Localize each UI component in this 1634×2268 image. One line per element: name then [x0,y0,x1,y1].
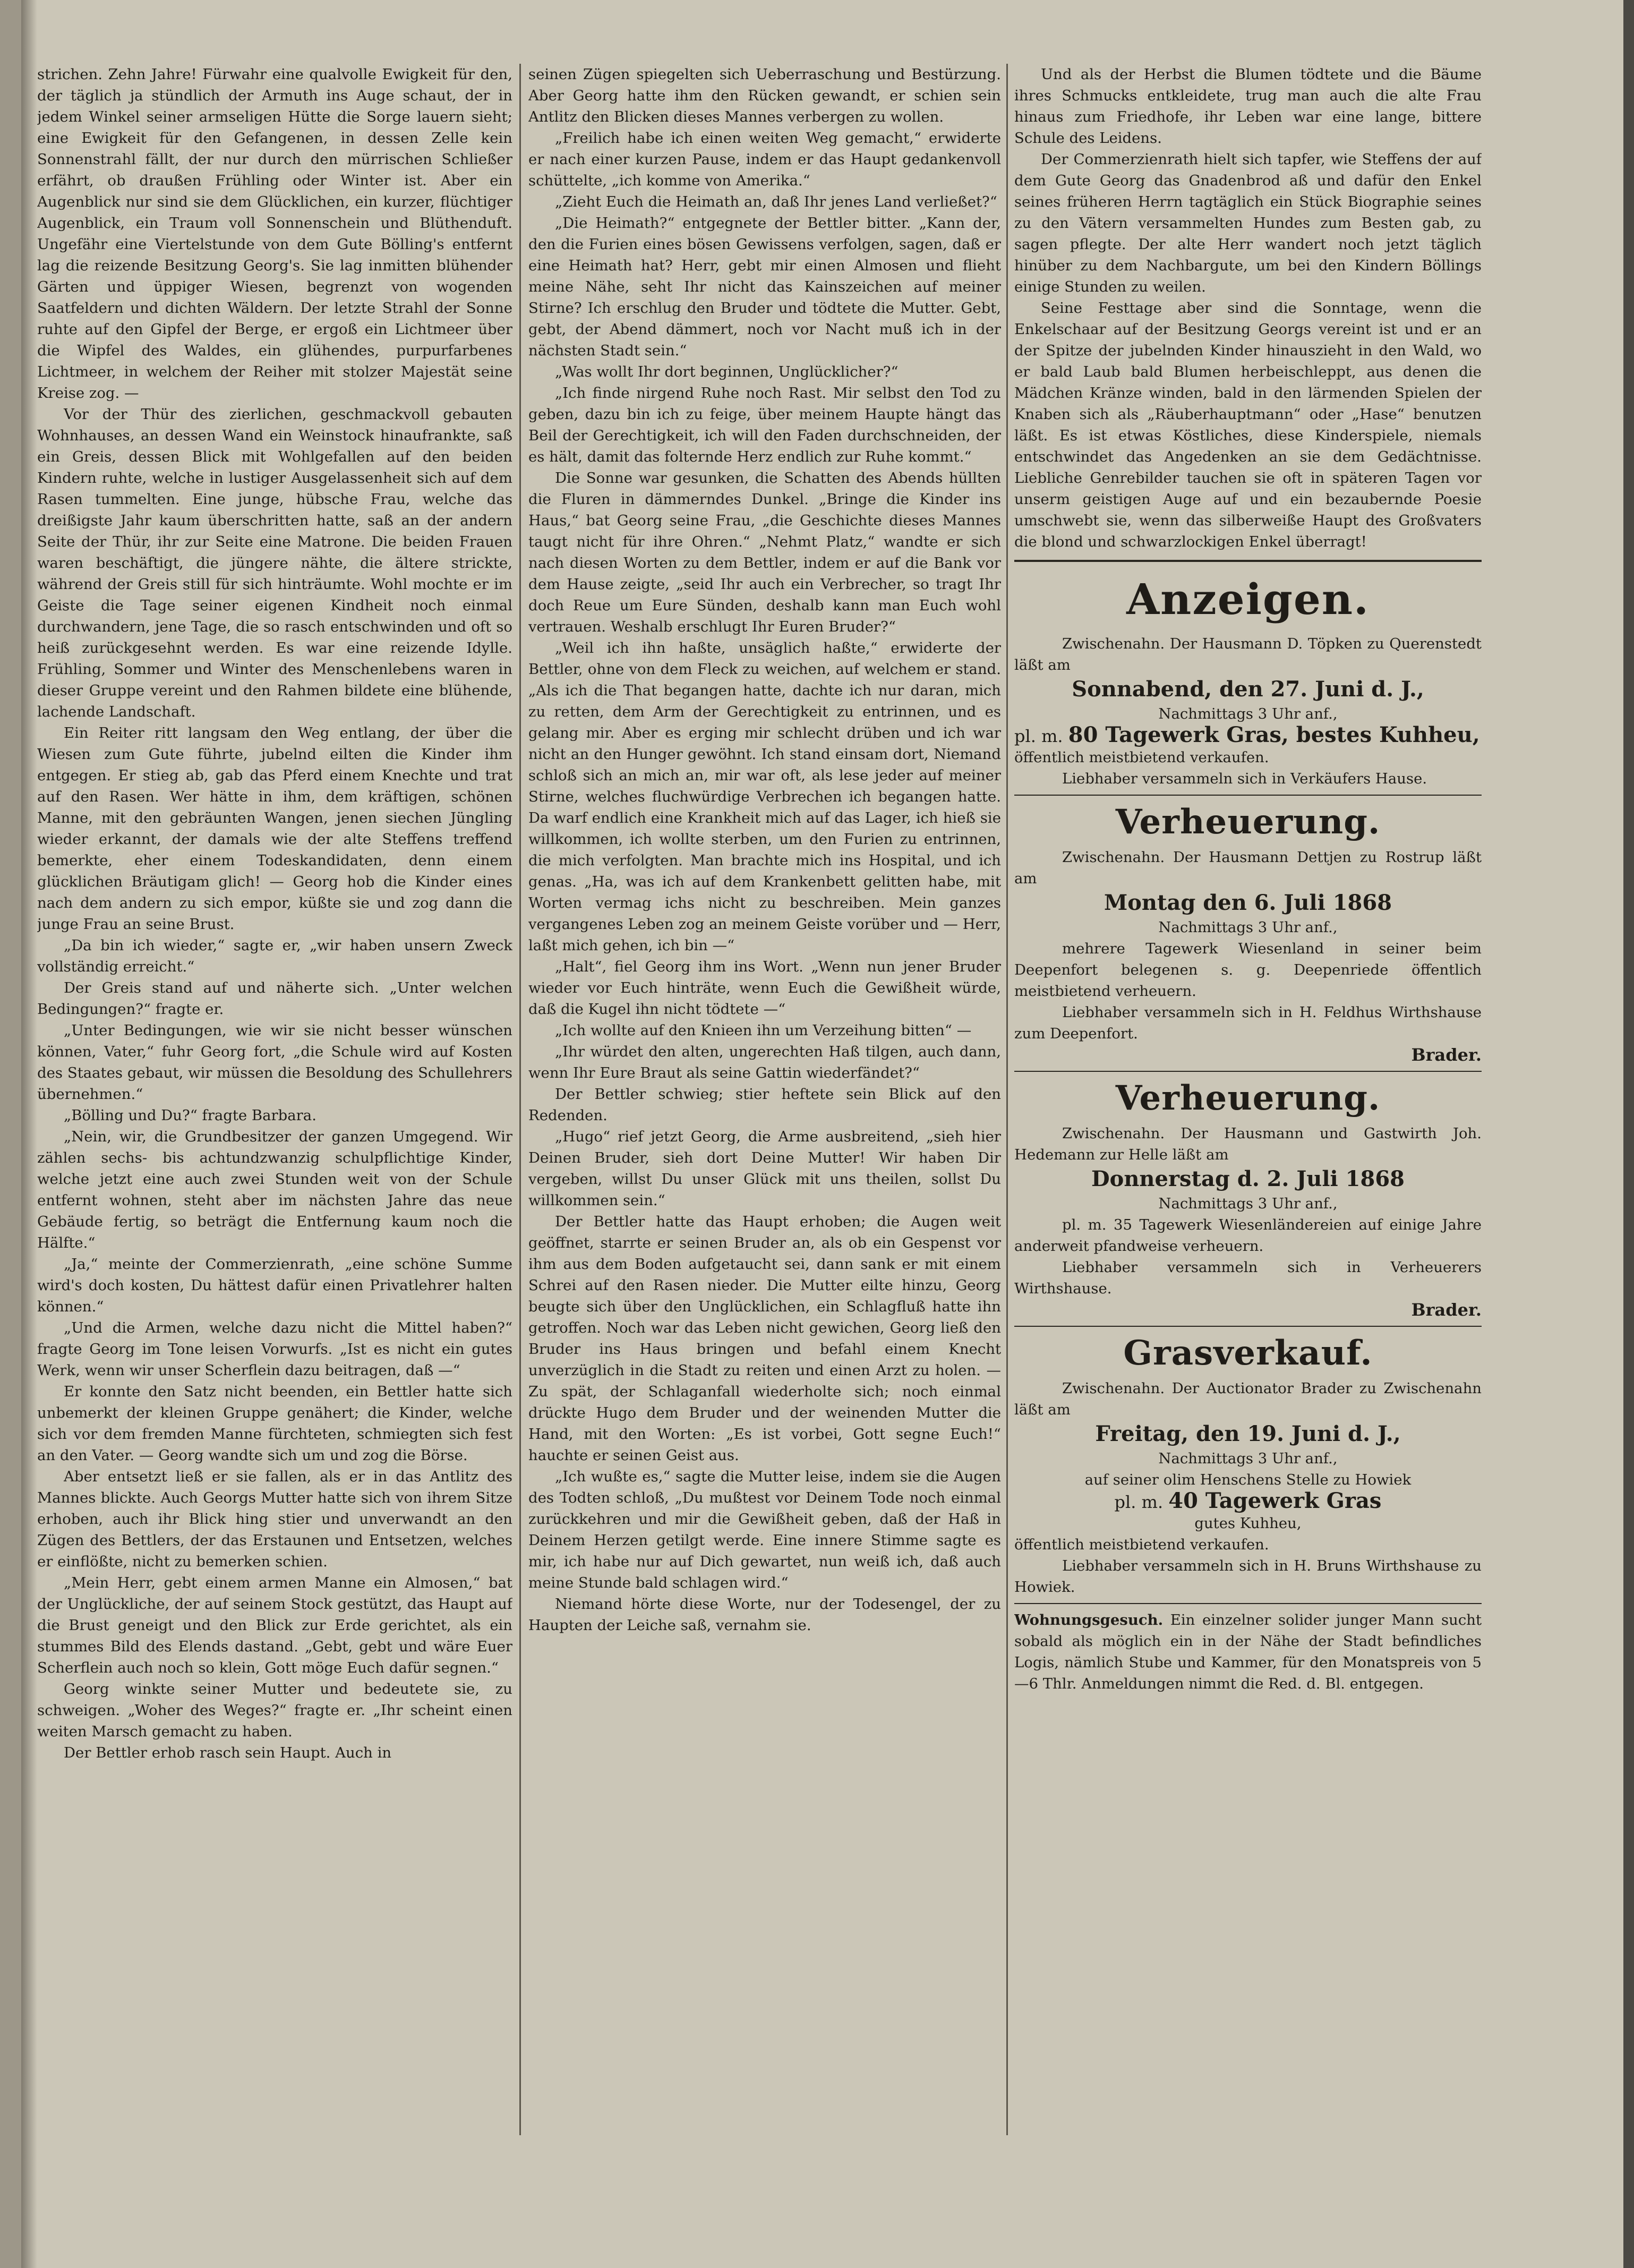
paragraph: Aber entsetzt ließ er sie fallen, als er in das Antlitz des Mannes blickte. Auch Georgs Mutter hatte sich von ihrem Sitze erhoben, auch ihr Blick hing stier und unverwandt an den Zügen des Bettlers, der das Erstaunen und Entsetzen, welches er einflößte, nicht zu bemerken schien. [37,1468,512,1570]
paragraph: Seine Festtage aber sind die Sonntage, wenn die Enkelschaar auf der Besitzung Georgs vereint ist und er an der Spitze der jubelnden Kinder hinauszieht in den Wald, wo er bald Laub bald Blumen herbeischleppt, aus denen die Mädchen Kränze winden, bald in den lärmenden Spielen der Knaben sich als „Räuberhauptmann“ oder „Hase“ benutzen läßt. Es ist etwas Köstliches, diese Kinderspiele, niemals entschwindet das Angedenken an sie dem Gedächtnisse. Liebliche Genrebilder tauchen sie oft in späteren Tagen vor unserm geistigen Auge auf und ein bezaubernde Poesie umschwebt sie, wenn das silberweiße Haupt des Großvaters die blond und schwarzlockigen Enkel überragt! [1014,300,1482,550]
ad-title: Verheuerung. [1115,1078,1381,1118]
paragraph: „Ja,“ meinte der Commerzienrath, „eine schöne Summe wird's doch kosten, Du hättest dafür einen Privatlehrer halten können.“ [37,1256,512,1315]
paragraph: Georg winkte seiner Mutter und bedeutete sie, zu schweigen. „Woher des Weges?“ fragte er. „Ihr scheint einen weiten Marsch gemacht zu haben. [37,1681,512,1740]
paragraph: Der Greis stand auf und näherte sich. „Unter welchen Bedingungen?“ fragte er. [37,979,512,1018]
column-rule [519,64,521,2135]
ad-signature: Brader. [1411,1300,1482,1320]
ad-lot-amount: 80 Tagewerk Gras, bestes Kuhheu, [1068,722,1480,747]
paragraph: seinen Zügen spiegelten sich Ueberraschung und Bestürzung. Aber Georg hatte ihm den Rücken gewandt, er schien sein Antlitz den Blicken dieses Mannes verbergen zu wollen. [528,66,1001,125]
ads-heading: Anzeigen. [1126,574,1370,624]
ad-divider [1014,1603,1482,1604]
ad-text [1014,1609,1482,1694]
paragraph: Der Bettler hatte das Haupt erhoben; die Augen weit geöffnet, starrte er seinen Bruder an, als ob ein Gespenst vor ihm aus dem Boden aufgetaucht sei, dann sank er mit einem Schrei auf den Rasen nieder. Die Mutter eilte hinzu, Georg beugte sich über den Unglücklichen, ein Schlagfluß hatte ihn getroffen. Noch war das Leben nicht gewichen, Georg ließ den Bruder ins Haus bringen und befahl einem Knecht unverzüglich in die Stadt zu reiten und einen Arzt zu holen. — Zu spät, der Schlaganfall wiederholte sich; noch einmal drückte Hugo dem Bruder und der weinenden Mutter die Hand, mit den Worten: „Es ist vorbei, Gott segne Euch!“ hauchte er seinen Geist aus. [528,1213,1001,1464]
paragraph: „Und die Armen, welche dazu nicht die Mittel haben?“ fragte Georg im Tone leisen Vorwurfs. „Ist es nicht ein gutes Werk, wenn wir unser Scherflein dazu beitragen, daß —“ [37,1319,512,1379]
paragraph: „Ihr würdet den alten, ungerechten Haß tilgen, auch dann, wenn Ihr Eure Braut als seine Gattin wiederfändet?“ [528,1043,1001,1081]
ad-text: Zwischenahn. Der Auctionator Brader zu Zwischenahn läßt am [1014,1380,1482,1418]
ad-lot-note: gutes Kuhheu, [1194,1515,1302,1532]
paragraph: „Freilich habe ich einen weiten Weg gemacht,“ erwiderte er nach einer kurzen Pause, indem er das Haupt gedankenvoll schüttelte, „ich komme von Amerika.“ [528,130,1001,189]
paragraph: „Unter Bedingungen, wie wir sie nicht besser wünschen können, Vater,“ fuhr Georg fort, „die Schule wird auf Kosten des Staates gebaut, wir müssen die Besoldung des Schullehrers übernehmen.“ [37,1022,512,1103]
ad-text: pl. m. 35 Tagewerk Wiesenländereien auf einige Jahre anderweit pfandweise verheuern. [1014,1216,1482,1255]
ad-text: auf seiner olim Henschens Stelle zu Howiek [1084,1471,1411,1488]
paragraph: „Zieht Euch die Heimath an, daß Ihr jenes Land verließet?“ [555,193,997,210]
ad-text: Liebhaber versammeln sich in Verkäufers Hause. [1062,770,1427,787]
ad-time: Nachmittags 3 Uhr anf., [1158,1450,1338,1467]
paragraph: Und als der Herbst die Blumen tödtete und die Bäume ihres Schmucks entkleidete, trug man auch die alte Frau hinaus zum Friedhofe, ihr Leben war eine lange, bittere Schule des Leidens. [1014,66,1482,147]
ad-text: Liebhaber versammeln sich in Verheuerers Wirthshause. [1014,1259,1482,1297]
paragraph: „Bölling und Du?“ fragte Barbara. [64,1107,316,1124]
ad-lot [1014,1490,1482,1513]
ad-text: Liebhaber versammeln sich in H. Bruns Wirthshause zu Howiek. [1014,1557,1482,1596]
paragraph: Er konnte den Satz nicht beenden, ein Bettler hatte sich unbemerkt der kleinen Gruppe genähert; die Kinder, welche sich vor dem fremden Manne fürchteten, schmiegten sich fest an den Vater. — Georg wandte sich um und zog die Börse. [37,1383,512,1464]
ad-lot-amount: 40 Tagewerk Gras [1168,1488,1382,1513]
paragraph: „Ich wußte es,“ sagte die Mutter leise, indem sie die Augen des Todten schloß, „Du mußtest vor Deinem Tode noch einmal zurückkehren und mir die Gewißheit geben, daß der Haß in Deinem Herzen getilgt werde. Eine innere Stimme sagte es mir, ich habe nur auf Dich gewartet, nun weiß ich, daß auch meine Stunde bald schlagen wird.“ [528,1468,1001,1591]
paragraph: „Nein, wir, die Grundbesitzer der ganzen Umgegend. Wir zählen sechs- bis achtundzwanzig schulpflichtige Kinder, welche jetzt eine auch zwei Stunden weit von der Schule entfernt wohnen, steht aber im nächsten Jahre das neue Gebäude fertig, so beträgt die Entfernung kaum noch die Hälfte.“ [37,1128,512,1251]
ad-text-body: Ein einzelner solider junger Mann sucht sobald als möglich ein in der Nähe der Stadt befindliches Logis, nämlich Stube und Kammer, für den Monatspreis von 5—6 Thlr. Anmeldungen nimmt die Red. d. Bl. entgegen. [1014,1612,1482,1692]
ad-text: Zwischenahn. Der Hausmann D. Töpken zu Querenstedt läßt am [1014,635,1482,673]
ad-grasverkauf-brader [1014,1332,1482,1598]
ad-text: Zwischenahn. Der Hausmann und Gastwirth Joh. Hedemann zur Helle läßt am [1014,1125,1482,1163]
story-column-3 [1014,64,1482,2215]
paragraph: Vor der Thür des zierlichen, geschmackvoll gebauten Wohnhauses, an dessen Wand ein Weinstock hinaufrankte, saß ein Greis, dessen Blick mit Wohlgefallen auf den beiden Kindern ruhte, welche in lustiger Ausgelassenheit sich auf dem Rasen tummelten. Eine junge, hübsche Frau, welche das dreißigste Jahr kaum überschritten hatte, saß an der andern Seite der Thür, ihr zur Seite eine Matrone. Die beiden Frauen waren beschäftigt, die jüngere nähte, die ältere strickte, während der Greis still für sich hinträumte. Wohl mochte er im Geiste die Tage seiner eigenen Kindheit noch einmal durchwandern, jene Tage, die so rasch entschwinden und oft so heiß zurückgesehnt werden. Es war eine reizende Idylle. Frühling, Sommer und Winter des Menschenlebens waren in dieser Gruppe vereint und den Rahmen bildete eine blühende, lachende Landschaft. [37,406,512,720]
story-column-2 [528,64,1001,2215]
paragraph: „Halt“, fiel Georg ihm ins Wort. „Wenn nun jener Bruder wieder vor Euch hinträte, wenn Euch die Gewißheit würde, daß die Kugel ihn nicht tödtete —“ [528,958,1001,1018]
ad-title-inline: Wohnungsgesuch. [1014,1612,1164,1628]
section-divider [1014,560,1482,562]
paragraph: „Was wollt Ihr dort beginnen, Unglücklicher?“ [555,363,899,380]
paragraph: Die Sonne war gesunken, die Schatten des Abends hüllten die Fluren in dämmerndes Dunkel. „Bringe die Kinder ins Haus,“ bat Georg seine Frau, „die Geschichte dieses Mannes taugt nicht für ihre Ohren.“ „Nehmt Platz,“ wandte er sich nach diesen Worten zu dem Bettler, indem er auf die Bank vor dem Hause zeigte, „seid Ihr auch ein Verbrecher, so tragt Ihr doch Reue um Eure Sünden, deshalb kann man Euch wohl vertrauen. Weshalb erschlugt Ihr Euren Bruder?“ [528,470,1001,635]
paragraph: „Ich wollte auf den Knieen ihn um Verzeihung bitten“ — [555,1022,972,1039]
paragraph: „Mein Herr, gebt einem armen Manne ein Almosen,“ bat der Unglückliche, der auf seinem Stock gestützt, das Haupt auf die Brust geneigt und den Blick zur Erde gerichtet, als ein stummes Bild des Elends dastand. „Gebt, gebt und wäre Euer Scherflein auch noch so klein, Gott möge Euch dafür segnen.“ [37,1574,512,1676]
ad-divider [1014,795,1482,796]
story-column-1 [37,64,512,2215]
ad-lot-prefix: pl. m. [1014,726,1063,746]
ad-title: Verheuerung. [1115,802,1381,842]
ad-verheuerung-dettjen [1014,801,1482,1065]
paragraph: „Hugo“ rief jetzt Georg, die Arme ausbreitend, „sieh hier Deinen Bruder, sieh dort Deine Mutter! Wir haben Dir vergeben, willst Du unser Glück mit uns theilen, sollst Du willkommen sein.“ [528,1128,1001,1209]
ad-text: öffentlich meistbietend verkaufen. [1014,749,1269,766]
ad-signature: Brader. [1411,1045,1482,1065]
ad-verheuerung-hedemann [1014,1077,1482,1320]
paragraph: Ein Reiter ritt langsam den Weg entlang, der über die Wiesen zum Gute führte, jubelnd eilten die Kinder ihm entgegen. Er stieg ab, gab das Pferd einem Knechte und trat auf den Rasen. Wer hätte in ihm, dem kräftigen, schönen Manne, mit den gebräunten Wangen, jenen siechen Jüngling wieder erkannt, der damals wie der alte Steffens treffend bemerkte, eher einem Todeskandidaten, denn einem glücklichen Bräutigam glich! — Georg hob die Kinder eines nach dem andern zu sich empor, küßte sie und zog dann die junge Frau an seine Brust. [37,724,512,933]
ad-wohnungsgesuch [1014,1609,1482,1694]
ad-text: mehrere Tagewerk Wiesenland in seiner beim Deepenfort belegenen s. g. Deepenriede öffentlich meistbietend verheuern. [1014,940,1482,1000]
ad-lot-prefix: pl. m. [1114,1492,1164,1512]
page-right-edge [1623,0,1634,2268]
paragraph: Niemand hörte diese Worte, nur der Todesengel, der zu Haupten der Leiche saß, vernahm sie. [528,1596,1001,1634]
ad-gras-topken [1014,633,1482,789]
ad-date: Sonnabend, den 27. Juni d. J., [1072,677,1424,702]
ad-divider [1014,1071,1482,1072]
paragraph: Der Bettler erhob rasch sein Haupt. Auch in [64,1744,392,1761]
column-rule [1006,64,1008,2135]
ad-date: Donnerstag d. 2. Juli 1868 [1091,1166,1405,1191]
ad-text: öffentlich meistbietend verkaufen. [1014,1536,1269,1553]
paragraph: Der Commerzienrath hielt sich tapfer, wie Steffens der auf dem Gute Georg das Gnadenbrod aß und dafür den Enkel seines früheren Herrn tagtäglich ein Stück Biographie seines zu den Vätern versammelten Hundes zum Besten gab, zu sagen pflegte. Der alte Herr wandert noch jetzt täglich hinüber zu dem Nachbargute, um bei den Kindern Böllings einige Stunden zu weilen. [1014,151,1482,295]
ad-text: Liebhaber versammeln sich in H. Feldhus Wirthshause zum Deepenfort. [1014,1004,1482,1042]
ad-time: Nachmittags 3 Uhr anf., [1158,1195,1338,1212]
binding-shadow [21,0,37,2268]
paragraph: „Ich finde nirgend Ruhe noch Rast. Mir selbst den Tod zu geben, dazu bin ich zu feige, über meinem Haupte hängt das Beil der Gerechtigkeit, ich will den Faden durchschneiden, der es hält, damit das folternde Herz endlich zur Ruhe kommt.“ [528,385,1001,465]
paragraph: Der Bettler schwieg; stier heftete sein Blick auf den Redenden. [528,1086,1001,1124]
ad-text: Zwischenahn. Der Hausmann Dettjen zu Rostrup läßt am [1014,849,1482,887]
paragraph: strichen. Zehn Jahre! Fürwahr eine qualvolle Ewigkeit für den, der täglich ja stündlich der Armuth ins Auge schaut, der in jedem Winkel seiner armseligen Hütte die Sorge lauern sieht; eine Ewigkeit für den Gefangenen, in dessen Zelle kein Sonnenstrahl fällt, der nur durch den mürrischen Schließer erfährt, ob draußen Frühling oder Winter ist. Aber ein Augenblick nur sind sie dem Glücklichen, ein kurzer, flüchtiger Augenblick, ein Traum voll Sonnenschein und Blüthenduft. Ungefähr eine Viertelstunde von dem Gute Bölling's entfernt lag die reizende Besitzung Georg's. Sie lag inmitten blühender Gärten und üppiger Wiesen, begrenzt von wogenden Saatfeldern und dichten Wäldern. Der letzte Strahl der Sonne ruhte auf den Gipfel der Berge, er ergoß ein Lichtmeer über die Wipfel des Waldes, ein glühendes, purpurfarbenes Lichtmeer, in welchem der Reiher mit stolzer Majestät seine Kreise zog. — [37,66,512,402]
ad-date: Freitag, den 19. Juni d. J., [1095,1421,1401,1446]
ad-lot [1014,724,1482,747]
ad-time: Nachmittags 3 Uhr anf., [1158,919,1338,936]
ad-time: Nachmittags 3 Uhr anf., [1158,705,1338,722]
ad-title: Grasverkauf. [1123,1333,1373,1373]
paragraph: „Die Heimath?“ entgegnete der Bettler bitter. „Kann der, den die Furien eines bösen Gewissens verfolgen, sagen, daß er eine Heimath hat? Herr, gebt mir einen Almosen und flieht meine Nähe, seht Ihr nicht das Kainszeichen auf meiner Stirne? Ich erschlug den Bruder und tödtete die Mutter. Gebt, gebt, der Abend dämmert, noch vor Nacht muß ich in der nächsten Stadt sein.“ [528,215,1001,359]
paragraph: „Weil ich ihn haßte, unsäglich haßte,“ erwiderte der Bettler, ohne von dem Fleck zu weichen, auf welchem er stand. „Als ich die That begangen hatte, dachte ich nur daran, mich zu retten, dem Arm der Gerechtigkeit zu entrinnen, und es gelang mir. Aber es erging mir schlecht drüben und ich war nicht an den Hunger gewöhnt. Ich stand einsam dort, Niemand schloß sich an mich an, mir war oft, als lese jeder auf meiner Stirne, welches fluchwürdige Verbrechen ich begangen hatte. Da warf endlich eine Krankheit mich auf das Lager, ich hieß sie willkommen, ich wollte sterben, um den Furien zu entrinnen, die mich verfolgten. Man brachte mich ins Hospital, und ich genas. „Ha, was ich auf dem Krankenbett gelitten habe, mit Worten vermag ichs nicht zu beschreiben. Mein ganzes vergangenes Leben zog an meinem Geiste vorüber und — Herr, laßt mich gehen, ich bin —“ [528,640,1001,954]
paragraph: „Da bin ich wieder,“ sagte er, „wir haben unsern Zweck vollständig erreicht.“ [37,937,512,975]
ad-divider [1014,1326,1482,1327]
ad-date: Montag den 6. Juli 1868 [1103,890,1392,915]
previous-page-edge [0,0,21,2268]
